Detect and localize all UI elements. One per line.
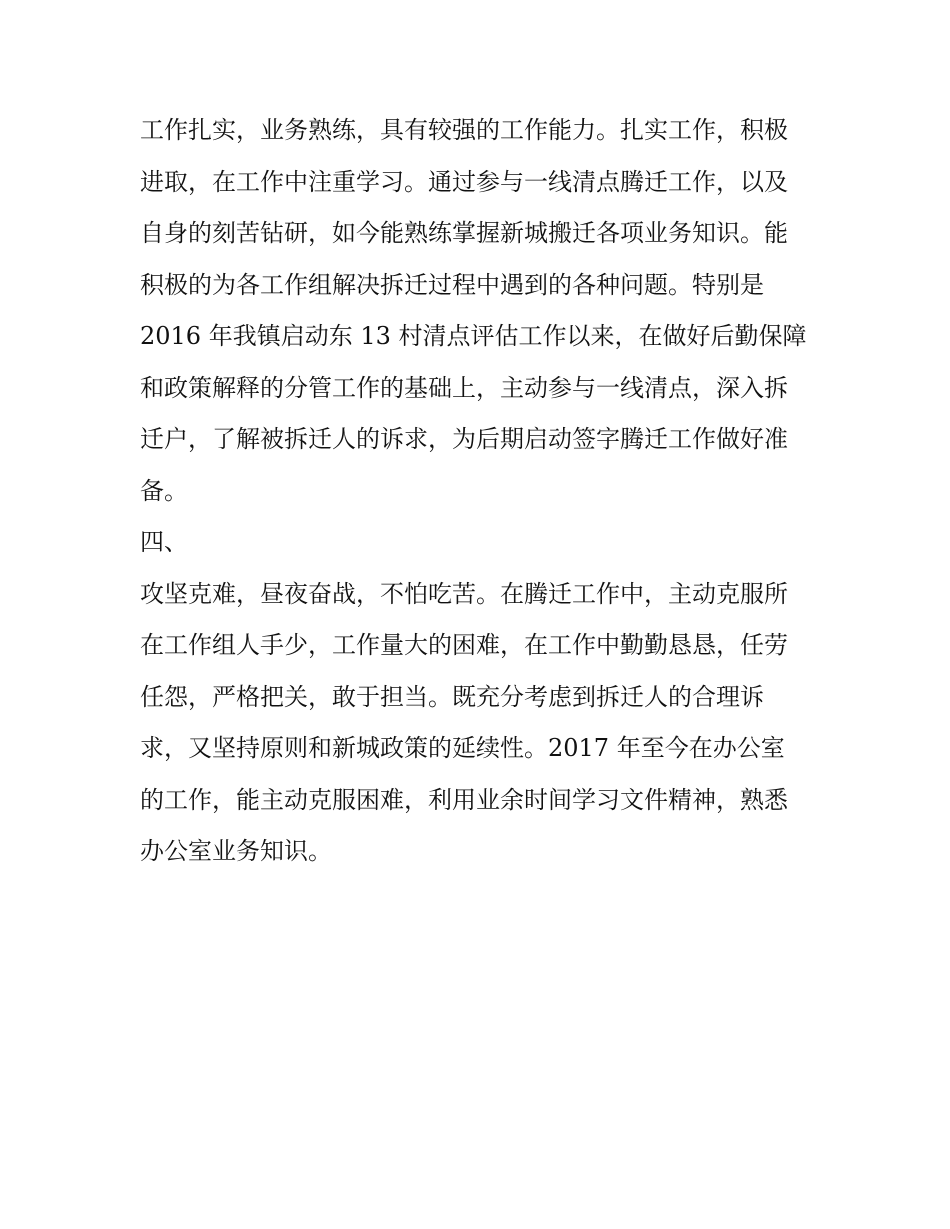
document-body	[140, 108, 820, 881]
text-line: 办公室业务知识。	[140, 837, 332, 865]
text-line: 和政策解释的分管工作的基础上，主动参与一线清点，深入拆	[140, 373, 788, 402]
text-line: 攻坚克难，昼夜奋战，不怕吃苦。在腾迁工作中，主动克服所	[140, 579, 788, 608]
text-line: 在工作组人手少，工作量大的困难，在工作中勤勤恳恳，任劳	[140, 631, 788, 659]
text-line: 任怨，严格把关，敢于担当。既充分考虑到拆迁人的合理诉	[140, 682, 764, 711]
text-line: 2016 年我镇启动东 13 村清点评估工作以来，在做好后勤保障	[140, 322, 807, 350]
section-heading: 四、	[140, 528, 188, 556]
text-line: 自身的刻苦钻研，如今能熟练掌握新城搬迁各项业务知识。能	[140, 219, 788, 247]
text-line: 进取，在工作中注重学习。通过参与一线清点腾迁工作，以及	[140, 167, 788, 196]
text-line: 的工作，能主动克服困难，利用业余时间学习文件精神，熟悉	[140, 785, 788, 814]
text-line: 迁户，了解被拆迁人的诉求，为后期启动签字腾迁工作做好准	[140, 425, 788, 453]
text-line: 备。	[140, 476, 188, 505]
text-line: 工作扎实，业务熟练，具有较强的工作能力。扎实工作，积极	[140, 116, 788, 144]
text-line: 积极的为各工作组解决拆迁过程中遇到的各种问题。特别是	[140, 270, 764, 299]
text-line: 求，又坚持原则和新城政策的延续性。2017 年至今在办公室	[140, 734, 785, 762]
